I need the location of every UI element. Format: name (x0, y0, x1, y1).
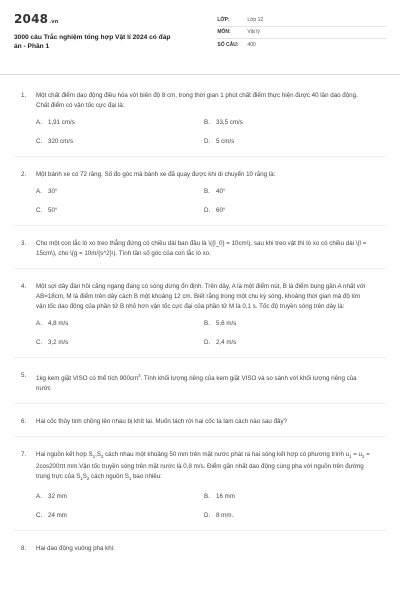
question-separator (14, 530, 386, 531)
question-text: Cho một con lắc lò xo treo thẳng đứng có chiều dài ban đầu là \({l_0} = 10cm\), sau khi treo vật thì lò xo có chiều dài \(l = 15cm\), cho \(g = 10m/{s^2}\). Tính tần số góc của con lắc lò xo. (36, 240, 367, 257)
answer-option[interactable] (204, 492, 372, 502)
answer-option[interactable] (204, 187, 372, 197)
question-separator (14, 225, 386, 226)
info-label: SỐ CÂU: (217, 42, 239, 49)
question-separator (14, 268, 386, 269)
question-number: 1. (21, 92, 27, 99)
answer-option[interactable] (36, 137, 204, 147)
option-text: 60° (216, 207, 226, 214)
info-label: MÔN: (217, 29, 231, 36)
option-text: 30° (48, 188, 58, 195)
answer-option[interactable] (204, 319, 372, 329)
logo-suffix: .vn (49, 19, 59, 25)
question-separator (14, 403, 386, 404)
question-body (32, 417, 386, 427)
question-text: Một bánh xe có 72 răng. Số đo góc mà bánh xe đã quay được khi di chuyển 10 răng là: (36, 171, 276, 178)
text-segment: = u (351, 451, 362, 459)
answer-option[interactable] (36, 118, 204, 128)
text-segment: cách nguồn S (89, 473, 129, 481)
option-letter: B. (204, 492, 210, 500)
info-row-class (217, 14, 386, 27)
question-body (32, 371, 386, 394)
answer-option[interactable] (36, 319, 204, 329)
question-separator (14, 357, 386, 358)
info-row-subject (217, 27, 386, 40)
superscript: 3 (138, 373, 141, 378)
question-item (14, 371, 386, 394)
question-number: 8. (21, 544, 27, 552)
page-header (14, 12, 386, 64)
answer-option[interactable] (36, 338, 204, 348)
option-letter: D. (204, 138, 211, 145)
answer-option[interactable] (204, 206, 372, 216)
header-left (14, 12, 217, 51)
option-text: 33,5 cm/s (216, 119, 243, 126)
question-text (36, 371, 372, 394)
option-text: 1,91 cm/s (48, 119, 75, 126)
question-item (14, 282, 386, 348)
option-letter: B. (204, 188, 210, 195)
question-body (32, 170, 386, 216)
answer-option[interactable] (204, 338, 372, 348)
text-segment: . Tính khối lượng riêng của kem giặt VISO và so sánh với khối lượng riêng của nước (36, 375, 357, 393)
question-separator (14, 436, 386, 437)
option-letter: C. (36, 511, 43, 519)
question-text: Một sợi dây đàn hồi căng ngang đang có sóng dừng ổn định. Trên dây, A là một điểm nút, B là điểm bụng gần A nhất với AB=18cm, M là điểm trên dây cách B một khoảng 12 cm. Biết rằng trong một chu kỳ sóng, khoảng thời gian mà độ lớn vận tốc dao động của phần tử B nhỏ hơn vận tốc cực đại của phần tử M là 0,1 s. Tốc độ truyền sóng trên dây là: (36, 283, 366, 310)
option-text: 24 mm (48, 511, 67, 519)
question-item (14, 170, 386, 216)
answer-options (36, 118, 372, 147)
option-letter: C. (36, 339, 43, 346)
question-body (32, 544, 386, 554)
answer-option[interactable] (204, 137, 372, 147)
question-item (14, 91, 386, 147)
question-number: 3. (21, 240, 27, 247)
option-letter: B. (204, 119, 210, 126)
question-number: 5. (21, 372, 27, 379)
question-item (14, 417, 386, 427)
site-logo[interactable] (14, 12, 217, 26)
text-segment: ,S (95, 451, 101, 459)
text-segment: Hai nguồn kết hợp S (36, 451, 93, 459)
logo-text: 2048 (14, 12, 49, 26)
answer-option[interactable] (204, 511, 372, 521)
info-value: 400 (247, 42, 256, 49)
text-segment: bao nhiêu: (131, 473, 162, 481)
subscript: 2 (361, 454, 365, 460)
answer-option[interactable] (36, 206, 204, 216)
text-segment: 1kg kem giặt VISO có thể tích 900cm (36, 375, 139, 383)
question-text: Một chất điểm dao động điều hòa với biên độ 8 cm, trong thời gian 1 phút chất điểm thực hiện được 40 lần dao động. Chất điểm có vận tốc cực đại là: (36, 92, 358, 109)
option-text: 8 mm. (216, 511, 234, 519)
question-text (36, 450, 372, 484)
option-text: 320 cm/s (48, 138, 74, 145)
answer-options (36, 492, 372, 521)
answer-option[interactable] (36, 511, 204, 521)
option-text: 3,2 m/s (48, 339, 69, 346)
question-text: Hai cốc thủy tinh chồng lên nhau bị khít lại. Muốn tách rời hai cốc ta làm cách nào sau đây? (36, 418, 288, 426)
answer-option[interactable] (204, 118, 372, 128)
text-segment: cách nhau một khoảng 50 mm trên mặt nước phát ra hai sóng kết hợp có phương trình u (103, 451, 350, 459)
question-item (14, 239, 386, 259)
info-value: Vật lý (247, 29, 260, 36)
info-value: Lớp 12 (247, 16, 264, 23)
subscript: 1 (349, 454, 352, 460)
option-letter: D. (204, 207, 211, 214)
question-item (14, 450, 386, 520)
question-body (32, 239, 386, 259)
question-separator (14, 156, 386, 157)
question-number: 4. (21, 283, 27, 290)
question-body (32, 450, 386, 520)
answer-options (36, 187, 372, 216)
info-label: LỚP: (217, 16, 230, 23)
question-number: 6. (21, 418, 27, 426)
subscript: 1 (80, 476, 83, 482)
text-segment: = 2cos200πt mm.Vận tốc truyền sóng trên mặt nước là 0,8 m/s. Điểm gần nhất dao động cùng pha với nguồn trên đường trung trực của S (36, 451, 370, 481)
option-letter: D. (204, 339, 211, 346)
subscript: 2 (86, 476, 90, 482)
option-letter: A. (36, 188, 42, 195)
question-text: Hai dao động vuông pha khi: (36, 544, 115, 552)
option-letter: C. (36, 207, 43, 214)
question-number: 7. (21, 451, 27, 459)
option-text: 50° (48, 207, 58, 214)
option-text: 32 mm (48, 492, 67, 500)
question-body (32, 282, 386, 348)
option-letter: C. (36, 138, 43, 145)
subscript: 1 (128, 476, 132, 482)
question-number: 2. (21, 171, 27, 178)
answer-option[interactable] (36, 187, 204, 197)
option-text: 40° (216, 188, 226, 195)
option-letter: D. (204, 511, 211, 519)
answer-options (36, 319, 372, 348)
subscript: 2 (100, 454, 104, 460)
option-letter: A. (36, 492, 42, 500)
question-list (14, 75, 386, 554)
info-row-count (217, 39, 386, 52)
option-text: 16 mm (216, 492, 235, 500)
option-text: 2,4 m/s (216, 339, 237, 346)
option-text: 5,6 m/s (216, 320, 237, 327)
question-item (14, 544, 386, 554)
option-text: 4,8 m/s (48, 320, 69, 327)
info-table (217, 14, 386, 52)
question-body (32, 91, 386, 147)
document-title: 3000 câu Trắc nghiệm tổng hợp Vật lí 2024 có đáp án - Phần 1 (14, 34, 171, 50)
text-segment: S (82, 473, 87, 481)
option-text: 5 cm/s (216, 138, 235, 145)
option-letter: B. (204, 320, 210, 327)
option-letter: A. (36, 320, 42, 327)
answer-option[interactable] (36, 492, 204, 502)
subscript: 1 (92, 454, 96, 460)
option-letter: A. (36, 119, 42, 126)
